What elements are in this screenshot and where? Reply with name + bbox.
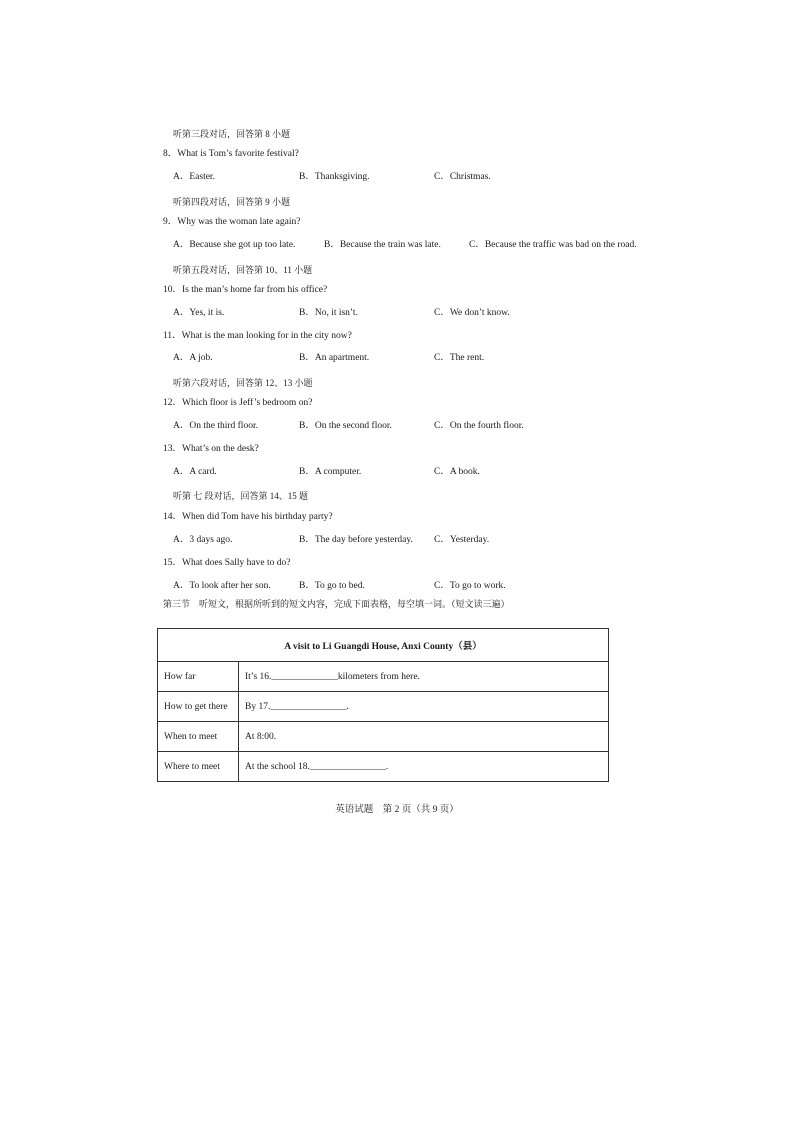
page-footer: 英语试题 第 2 页（共 9 页） (335, 805, 459, 815)
option-c: C．Because the traffic was bad on the road. (469, 240, 637, 250)
table-title: A visit to Li Guangdi House, Anxi County（县） (158, 629, 609, 662)
question-stem: 14．When did Tom have his birthday party? (163, 512, 333, 522)
section-heading: 听第四段对话，回答第 9 小题 (173, 197, 291, 207)
option-b: B．No, it isn’t. (299, 308, 358, 318)
row-value: By 17.________________. (239, 692, 609, 722)
option-b: B．An apartment. (299, 353, 370, 363)
section-heading: 听第 七 段对话，回答第 14、15 题 (173, 491, 309, 501)
part-heading: 第三节 听短文，根据所听到的短文内容，完成下面表格，每空填一词。（短文读三遍） (163, 599, 510, 609)
option-a: A．Because she got up too late. (173, 240, 296, 250)
option-c: C．We don’t know. (434, 308, 510, 318)
option-c: C．To go to work. (434, 581, 506, 591)
section-heading: 听第六段对话，回答第 12、13 小题 (173, 378, 313, 388)
option-c: C．The rent. (434, 353, 485, 363)
question-stem: 10．Is the man’s home far from his office? (163, 285, 328, 295)
row-label: How far (158, 662, 239, 692)
option-a: A．A card. (173, 467, 217, 477)
row-value: It’s 16.______________kilometers from here. (239, 662, 609, 692)
row-label: When to meet (158, 722, 239, 752)
row-label: Where to meet (158, 752, 239, 782)
option-b: B．On the second floor. (299, 421, 392, 431)
question-stem: 9．Why was the woman late again? (163, 217, 301, 227)
option-a: A．A job. (173, 353, 213, 363)
row-value: At 8:00. (239, 722, 609, 752)
question-stem: 11．What is the man looking for in the city now? (163, 331, 352, 341)
option-c: C．Yesterday. (434, 535, 490, 545)
table-row (158, 752, 609, 782)
option-a: A．On the third floor. (173, 421, 258, 431)
table-row (158, 662, 609, 692)
table-row (158, 692, 609, 722)
question-stem: 12．Which floor is Jeff’s bedroom on? (163, 398, 313, 408)
option-a: A．3 days ago. (173, 535, 233, 545)
table-row (158, 722, 609, 752)
option-c: C．A book. (434, 467, 480, 477)
row-value: At the school 18.________________. (239, 752, 609, 782)
option-b: B．Because the train was late. (324, 240, 441, 250)
section-heading: 听第三段对话，回答第 8 小题 (173, 129, 291, 139)
option-a: A．Yes, it is. (173, 308, 225, 318)
option-a: A．Easter. (173, 172, 215, 182)
option-b: B．Thanksgiving. (299, 172, 370, 182)
section-heading: 听第五段对话，回答第 10、11 小题 (173, 265, 313, 275)
question-stem: 15．What does Sally have to do? (163, 558, 291, 568)
option-a: A．To look after her son. (173, 581, 271, 591)
option-c: C．On the fourth floor. (434, 421, 524, 431)
fill-in-table (157, 628, 609, 782)
question-stem: 8．What is Tom’s favorite festival? (163, 149, 299, 159)
question-stem: 13．What’s on the desk? (163, 444, 259, 454)
option-c: C．Christmas. (434, 172, 491, 182)
option-b: B．The day before yesterday. (299, 535, 413, 545)
row-label: How to get there (158, 692, 239, 722)
option-b: B．To go to bed. (299, 581, 365, 591)
option-b: B．A computer. (299, 467, 362, 477)
